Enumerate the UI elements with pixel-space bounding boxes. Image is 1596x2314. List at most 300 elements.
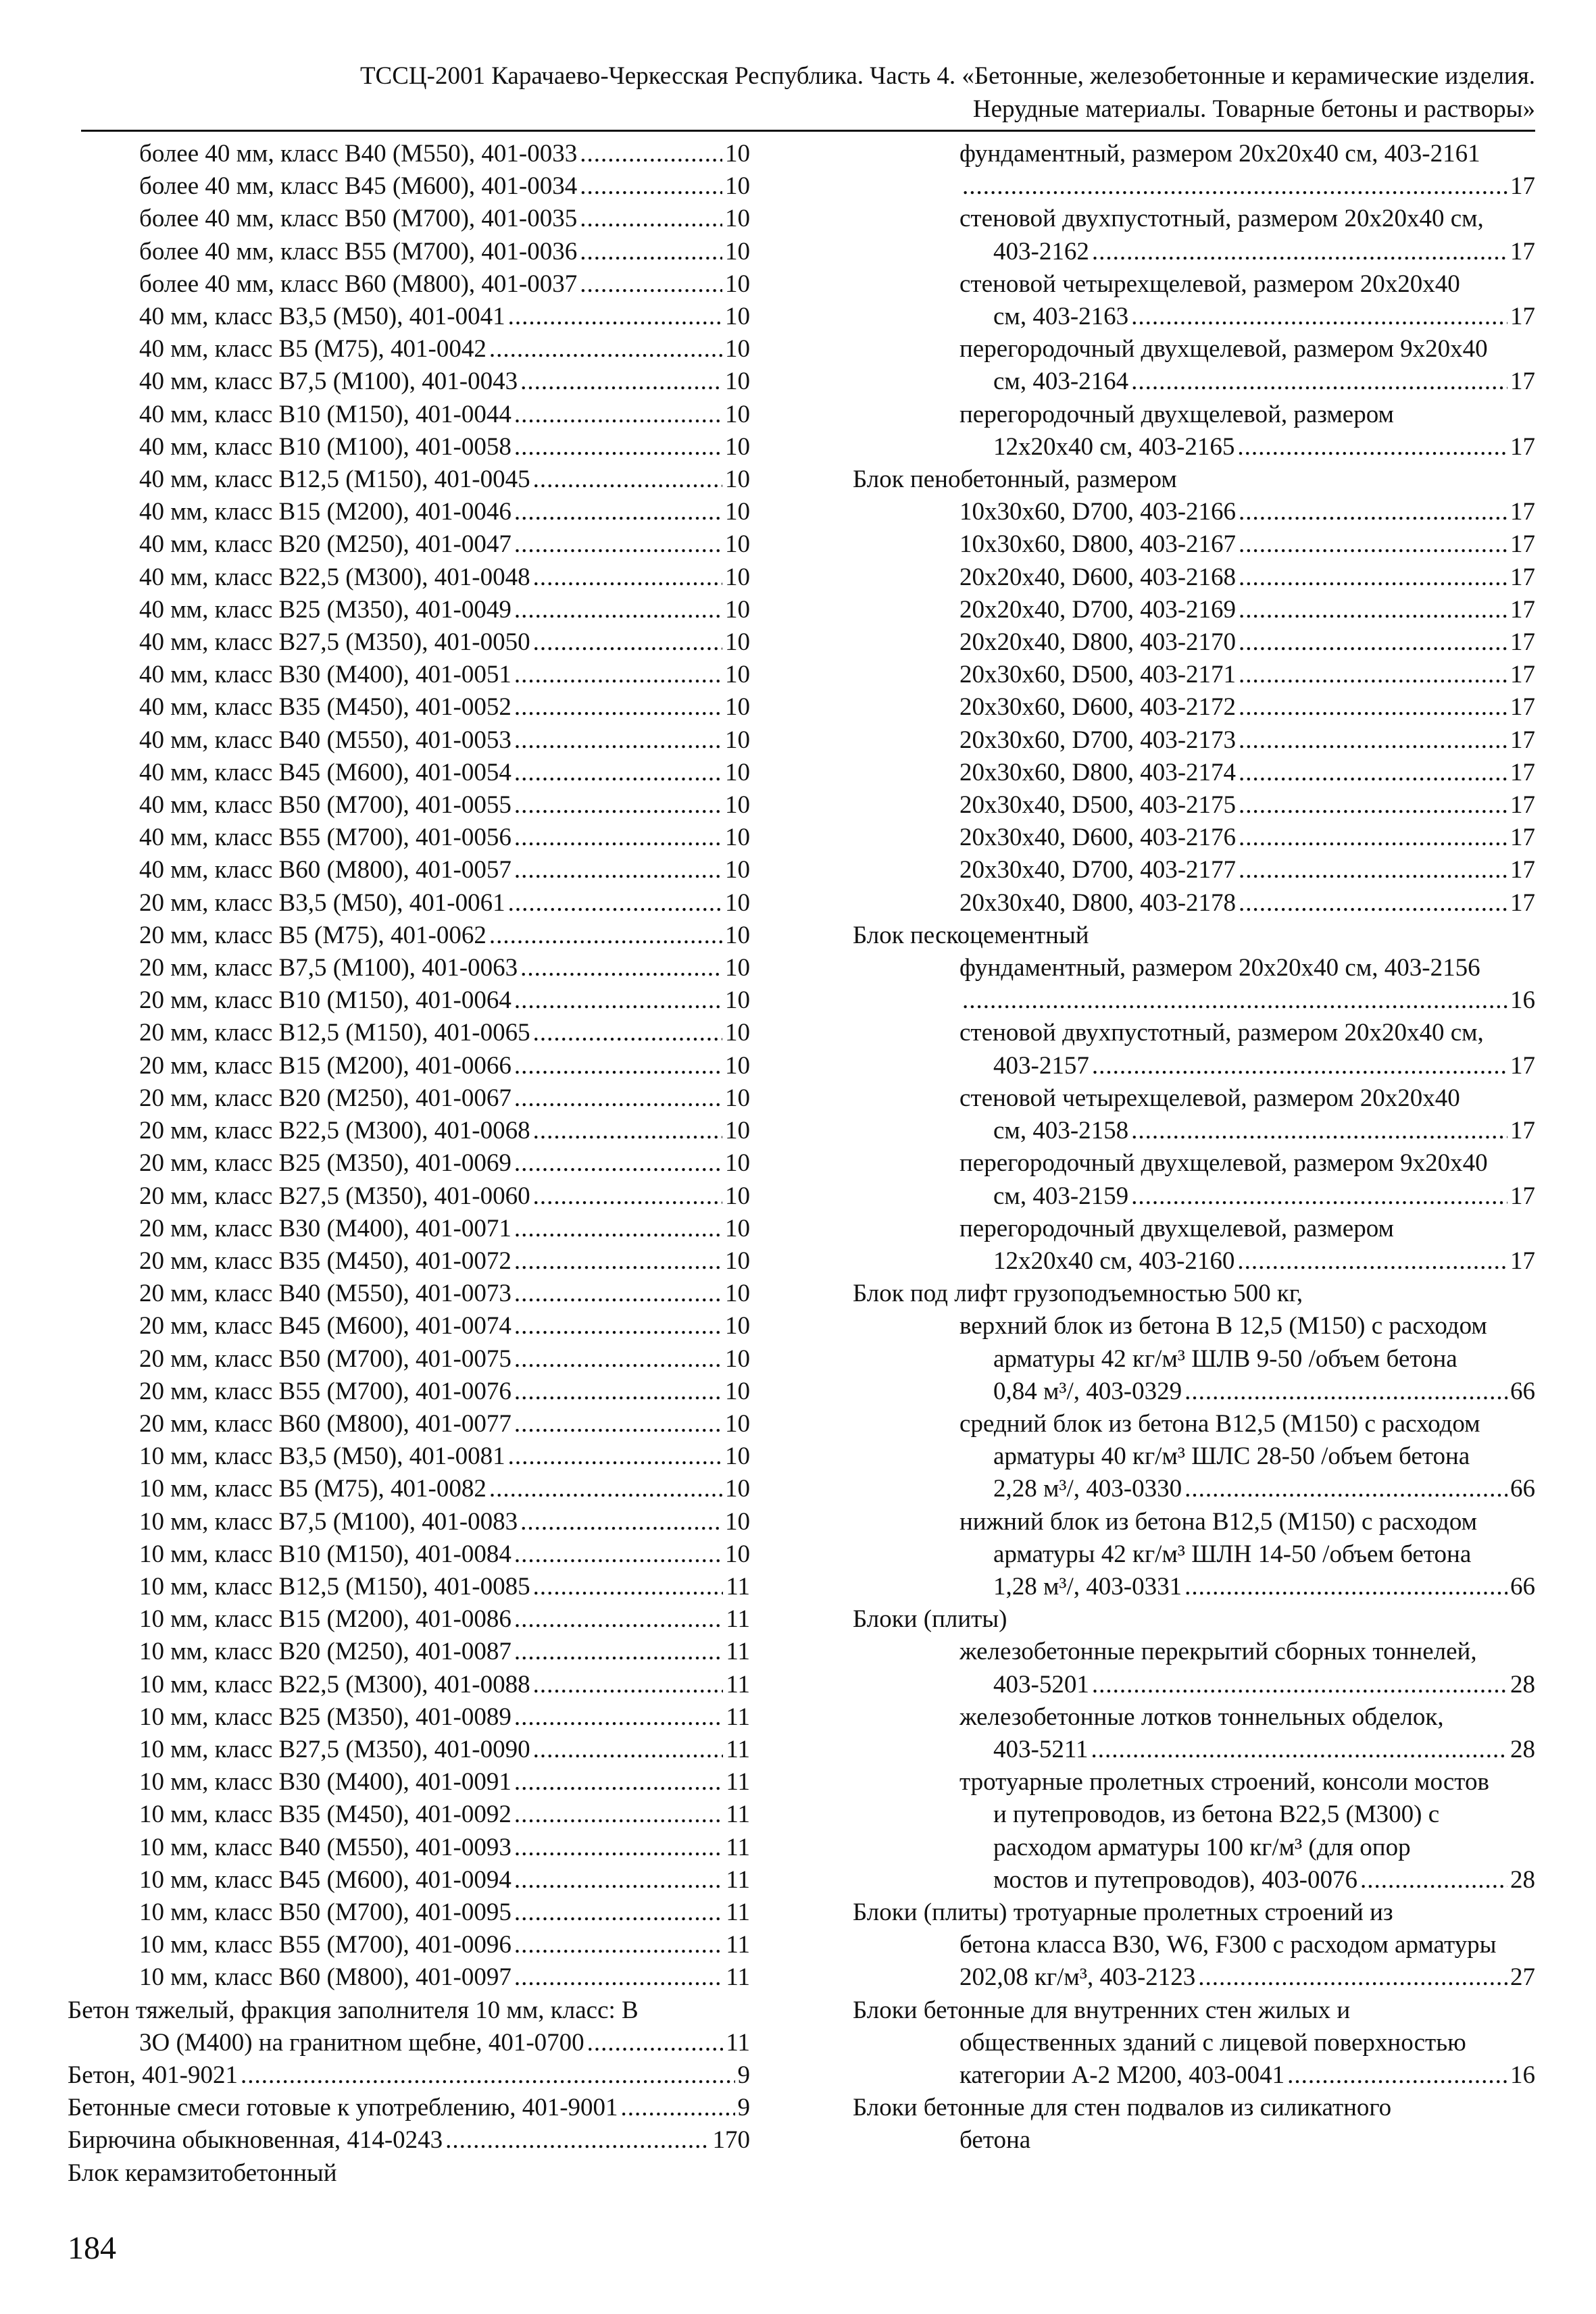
dot-leader [514, 431, 722, 463]
dot-leader [1239, 496, 1507, 528]
entry-page-number: 28 [1510, 1865, 1535, 1894]
entry-text: и путепроводов, из бетона В22,5 (М300) с [993, 1801, 1440, 1829]
entry-text: железобетонные лотков тоннельных обделок, [959, 1703, 1444, 1731]
entry-text: 40 мм, класс В35 (М450), 401-0052 [139, 693, 512, 722]
entry-text: 40 мм, класс В30 (М400), 401-0051 [139, 661, 512, 689]
entry-text: фундаментный, размером 20х20х40 см, 403-2161 [959, 140, 1480, 168]
index-entry [68, 366, 750, 398]
entry-text: 40 мм, класс В15 (М200), 401-0046 [139, 498, 512, 526]
index-entry [68, 1734, 750, 1766]
entry-text: 10 мм, класс В25 (М350), 401-0089 [139, 1703, 512, 1731]
entry-page-number: 11 [726, 1833, 750, 1861]
index-entry [68, 1147, 750, 1180]
index-entry [853, 952, 1535, 984]
entry-text: 20 мм, класс В55 (М700), 401-0076 [139, 1377, 512, 1405]
entry-page-number: 17 [1510, 661, 1535, 689]
dot-leader [514, 1864, 724, 1896]
page-number: 184 [68, 2230, 116, 2266]
entry-page-number: 17 [1510, 1182, 1535, 1210]
entry-page-number: 10 [725, 498, 750, 526]
index-entry [853, 1082, 1535, 1115]
dot-leader [514, 1376, 722, 1408]
entry-text: Бетонные смеси готовые к употреблению, 401-9001 [68, 2094, 618, 2122]
index-entry [68, 1050, 750, 1082]
entry-text: 40 мм, класс В3,5 (М50), 401-0041 [139, 303, 505, 331]
entry-text: 10 мм, класс В20 (М250), 401-0087 [139, 1638, 512, 1666]
entry-text: мостов и путепроводов), 403-0076 [993, 1865, 1357, 1894]
entry-text: 20 мм, класс В25 (М350), 401-0069 [139, 1149, 512, 1178]
dot-leader [1091, 1734, 1507, 1766]
index-entry [68, 1701, 750, 1734]
index-entry [68, 1245, 750, 1278]
index-entry [853, 1147, 1535, 1180]
index-entry [853, 691, 1535, 724]
dot-leader [514, 1050, 722, 1082]
dot-leader [514, 757, 722, 789]
entry-text: 20х30х60, D800, 403-2174 [959, 758, 1237, 786]
index-entry [68, 1440, 750, 1473]
entry-page-number: 11 [726, 1898, 750, 1926]
dot-leader [445, 2124, 709, 2157]
index-entry [853, 2059, 1535, 2092]
entry-text: 20 мм, класс В20 (М250), 401-0067 [139, 1084, 512, 1112]
entry-page-number: 10 [725, 1344, 750, 1373]
entry-text: 10 мм, класс В15 (М200), 401-0086 [139, 1605, 512, 1634]
entry-text: верхний блок из бетона В 12,5 (М150) с расходом [959, 1312, 1487, 1340]
index-entry [68, 2027, 750, 2059]
entry-text: 403-2162 [993, 237, 1089, 266]
index-column-right [853, 138, 1535, 2157]
index-entry [68, 1017, 750, 1049]
index-entry [68, 1278, 750, 1310]
entry-text: более 40 мм, класс В40 (М550), 401-0033 [139, 140, 578, 168]
dot-leader [514, 399, 722, 431]
dot-leader [1239, 757, 1507, 789]
entry-page-number: 28 [1510, 1670, 1535, 1699]
index-entry [68, 1832, 750, 1864]
entry-page-number: 17 [1510, 856, 1535, 884]
dot-leader [514, 1961, 724, 1994]
entry-text: стеновой четырехщелевой, размером 20х20х40 [959, 270, 1460, 298]
index-column-left [68, 138, 750, 2190]
entry-page-number: 17 [1510, 530, 1535, 559]
entry-page-number: 10 [725, 1507, 750, 1536]
index-entry [68, 594, 750, 626]
index-entry [68, 2157, 750, 2190]
entry-page-number: 10 [725, 726, 750, 754]
index-entry [853, 1734, 1535, 1766]
index-entry [68, 952, 750, 984]
entry-page-number: 17 [1510, 1247, 1535, 1275]
entry-text: 40 мм, класс В45 (М600), 401-0054 [139, 758, 512, 786]
entry-text: арматуры 42 кг/м³ ШЛВ 9-50 /объем бетона [993, 1344, 1457, 1373]
entry-page-number: 17 [1510, 693, 1535, 722]
entry-text: 40 мм, класс В60 (М800), 401-0057 [139, 856, 512, 884]
index-entry [853, 2092, 1535, 2124]
dot-leader [489, 333, 722, 366]
dot-leader [514, 822, 722, 854]
entry-text: Блоки бетонные для стен подвалов из силикатного [853, 2094, 1392, 2122]
entry-text: 20 мм, класс В15 (М200), 401-0066 [139, 1051, 512, 1080]
index-entry [853, 463, 1535, 496]
dot-leader [533, 561, 722, 594]
index-entry [68, 399, 750, 431]
index-entry [68, 301, 750, 333]
entry-text: Блоки бетонные для внутренних стен жилых и [853, 1996, 1351, 2024]
index-entry [853, 1115, 1535, 1147]
index-entry [68, 431, 750, 463]
index-entry [853, 528, 1535, 561]
index-entry [68, 1929, 750, 1961]
index-entry [853, 1310, 1535, 1342]
entry-page-number: 10 [725, 140, 750, 168]
entry-text: стеновой двухпустотный, размером 20х20х40 см, [959, 205, 1484, 233]
index-entry [853, 301, 1535, 333]
index-entry [68, 170, 750, 203]
index-entry [853, 203, 1535, 235]
entry-text: 20х30х40, D600, 403-2176 [959, 824, 1237, 852]
entry-text: 20 мм, класс В45 (М600), 401-0074 [139, 1312, 512, 1340]
entry-page-number: 10 [725, 1442, 750, 1471]
dot-leader [514, 1213, 722, 1245]
entry-page-number: 10 [725, 758, 750, 786]
entry-text: 20х20х40, D800, 403-2170 [959, 628, 1237, 657]
entry-text: арматуры 42 кг/м³ ШЛН 14-50 /объем бетона [993, 1540, 1472, 1568]
entry-page-number: 10 [725, 1182, 750, 1210]
index-entry [853, 1376, 1535, 1408]
index-entry [853, 594, 1535, 626]
dot-leader [1239, 854, 1507, 886]
index-entry [853, 366, 1535, 398]
entry-text: 20х30х40, D700, 403-2177 [959, 856, 1237, 884]
index-entry [853, 1473, 1535, 1505]
entry-text: 20 мм, класс В7,5 (М100), 401-0063 [139, 954, 518, 982]
index-entry [68, 1799, 750, 1831]
entry-text: 10 мм, класс В12,5 (М150), 401-0085 [139, 1572, 530, 1601]
dot-leader [508, 887, 722, 920]
dot-leader [514, 1278, 722, 1310]
dot-leader [1239, 724, 1507, 757]
index-entry [853, 170, 1535, 203]
entry-text: более 40 мм, класс В60 (М800), 401-0037 [139, 270, 578, 298]
entry-page-number: 17 [1510, 563, 1535, 591]
index-entry [853, 399, 1535, 431]
entry-text: перегородочный двухщелевой, размером 9х20х40 [959, 1149, 1488, 1178]
entry-page-number: 10 [725, 791, 750, 820]
index-entry [853, 1245, 1535, 1278]
entry-text: 40 мм, класс В7,5 (М100), 401-0043 [139, 368, 518, 396]
dot-leader [514, 659, 722, 691]
index-entry [68, 822, 750, 854]
entry-text: 40 мм, класс В25 (М350), 401-0049 [139, 595, 512, 624]
dot-leader [1131, 1180, 1507, 1213]
index-entry [853, 1994, 1535, 2027]
entry-page-number: 10 [725, 530, 750, 559]
entry-text: 20х30х60, D500, 403-2171 [959, 661, 1237, 689]
entry-page-number: 11 [726, 1963, 750, 1992]
index-entry [68, 854, 750, 886]
index-entry [853, 854, 1535, 886]
index-entry [853, 1180, 1535, 1213]
dot-leader [1239, 659, 1507, 691]
entry-page-number: 16 [1510, 986, 1535, 1015]
entry-page-number: 10 [725, 432, 750, 461]
entry-text: 20х20х40, D700, 403-2169 [959, 595, 1237, 624]
dot-leader [580, 170, 722, 203]
entry-text: общественных зданий с лицевой поверхностью [959, 2028, 1466, 2057]
entry-page-number: 17 [1510, 303, 1535, 331]
index-entry [853, 1603, 1535, 1636]
entry-page-number: 17 [1510, 758, 1535, 786]
entry-page-number: 17 [1510, 1117, 1535, 1145]
entry-text: 40 мм, класс В10 (М150), 401-0044 [139, 400, 512, 428]
entry-text: 40 мм, класс В27,5 (М350), 401-0050 [139, 628, 530, 657]
index-entry [68, 333, 750, 366]
index-entry [68, 2059, 750, 2092]
entry-page-number: 11 [726, 1735, 750, 1763]
entry-text: 10 мм, класс В7,5 (М100), 401-0083 [139, 1507, 518, 1536]
entry-text: средний блок из бетона В12,5 (М150) с расходом [959, 1409, 1480, 1438]
entry-text: 40 мм, класс В50 (М700), 401-0055 [139, 791, 512, 820]
entry-text: 40 мм, класс В10 (М100), 401-0058 [139, 432, 512, 461]
entry-page-number: 17 [1510, 368, 1535, 396]
entry-page-number: 9 [737, 2094, 750, 2122]
entry-text: 20 мм, класс В10 (М150), 401-0064 [139, 986, 512, 1015]
dot-leader [533, 626, 722, 659]
entry-text: 10 мм, класс В5 (М75), 401-0082 [139, 1475, 487, 1503]
entry-page-number: 10 [725, 1117, 750, 1145]
index-entry [853, 333, 1535, 366]
entry-page-number: 17 [1510, 726, 1535, 754]
dot-leader [520, 366, 722, 398]
index-entry [853, 757, 1535, 789]
entry-text: стеновой двухпустотный, размером 20х20х40 см, [959, 1019, 1484, 1047]
running-header [81, 59, 1535, 126]
dot-leader [514, 496, 722, 528]
entry-page-number: 10 [725, 1214, 750, 1242]
entry-page-number: 17 [1510, 1051, 1535, 1080]
entry-text: Блоки (плиты) [853, 1605, 1007, 1634]
entry-text: 20 мм, класс В40 (М550), 401-0073 [139, 1280, 512, 1308]
entry-page-number: 28 [1510, 1735, 1535, 1763]
index-entry [853, 561, 1535, 594]
dot-leader [514, 1766, 724, 1799]
entry-text: 20 мм, класс В3,5 (М50), 401-0061 [139, 888, 505, 917]
index-entry [68, 1115, 750, 1147]
header-line-2: Нерудные материалы. Товарные бетоны и растворы» [972, 95, 1535, 123]
index-entry [853, 138, 1535, 170]
entry-page-number: 10 [725, 172, 750, 201]
entry-text: 40 мм, класс В20 (М250), 401-0047 [139, 530, 512, 559]
entry-page-number: 17 [1510, 432, 1535, 461]
entry-text: перегородочный двухщелевой, размером [959, 1214, 1394, 1242]
dot-leader [514, 854, 722, 886]
index-entry [853, 822, 1535, 854]
dot-leader [580, 203, 722, 235]
index-entry [68, 724, 750, 757]
index-entry [853, 496, 1535, 528]
index-entry [853, 1636, 1535, 1668]
entry-page-number: 17 [1510, 172, 1535, 201]
entry-text: 10 мм, класс В50 (М700), 401-0095 [139, 1898, 512, 1926]
entry-text: 20х30х40, D800, 403-2178 [959, 888, 1237, 917]
dot-leader [533, 1734, 724, 1766]
entry-page-number: 10 [725, 661, 750, 689]
index-entry [853, 659, 1535, 691]
entry-text: 10 мм, класс В60 (М800), 401-0097 [139, 1963, 512, 1992]
index-entry [68, 757, 750, 789]
entry-text: 40 мм, класс В12,5 (М150), 401-0045 [139, 466, 530, 494]
dot-leader [514, 691, 722, 724]
entry-page-number: 10 [725, 1540, 750, 1568]
index-entry [853, 1050, 1535, 1082]
index-entry [68, 1538, 750, 1571]
dot-leader [489, 1473, 722, 1505]
entry-text: более 40 мм, класс В50 (М700), 401-0035 [139, 205, 578, 233]
entry-page-number: 10 [725, 563, 750, 591]
entry-page-number: 17 [1510, 824, 1535, 852]
entry-text: 10 мм, класс В30 (М400), 401-0091 [139, 1768, 512, 1796]
dot-leader [962, 984, 1507, 1017]
index-entry [68, 1180, 750, 1213]
entry-text: 10х30х60, D800, 403-2167 [959, 530, 1237, 559]
index-entry [853, 984, 1535, 1017]
index-entry [853, 2124, 1535, 2157]
entry-text: нижний блок из бетона В12,5 (М150) с расходом [959, 1507, 1478, 1536]
index-entry [68, 626, 750, 659]
index-entry [853, 1701, 1535, 1734]
index-entry [853, 268, 1535, 301]
entry-page-number: 17 [1510, 888, 1535, 917]
dot-leader [514, 1082, 722, 1115]
entry-page-number: 10 [725, 270, 750, 298]
entry-text: 202,08 кг/м³, 403-2123 [959, 1963, 1196, 1992]
entry-text: 20 мм, класс В27,5 (М350), 401-0060 [139, 1182, 530, 1210]
index-entry [68, 463, 750, 496]
dot-leader [489, 920, 722, 952]
dot-leader [514, 1538, 722, 1571]
entry-text: 10х30х60, D700, 403-2166 [959, 498, 1237, 526]
entry-text: 20 мм, класс В35 (М450), 401-0072 [139, 1247, 512, 1275]
index-entry [853, 1213, 1535, 1245]
dot-leader [533, 463, 722, 496]
entry-text: 12х20х40 см, 403-2165 [993, 432, 1235, 461]
entry-text: бетона класса В30, W6, F300 с расходом арматуры [959, 1931, 1497, 1959]
index-entry [68, 1603, 750, 1636]
entry-page-number: 10 [725, 466, 750, 494]
entry-page-number: 11 [726, 1670, 750, 1699]
dot-leader [580, 236, 722, 268]
index-entry [68, 691, 750, 724]
entry-page-number: 17 [1510, 791, 1535, 820]
entry-page-number: 10 [725, 1377, 750, 1405]
dot-leader [520, 1506, 722, 1538]
index-entry [853, 1506, 1535, 1538]
index-entry [68, 789, 750, 822]
entry-text: железобетонные перекрытий сборных тоннелей, [959, 1638, 1477, 1666]
dot-leader [580, 268, 722, 301]
index-entry [68, 561, 750, 594]
index-entry [68, 1571, 750, 1603]
entry-page-number: 10 [725, 368, 750, 396]
entry-text: 0,84 м³/, 403-0329 [993, 1377, 1182, 1405]
entry-text: стеновой четырехщелевой, размером 20х20х40 [959, 1084, 1460, 1112]
header-line-1: ТССЦ-2001 Карачаево-Черкесская Республика. Часть 4. «Бетонные, железобетонные и керамические изделия. [359, 62, 1535, 90]
dot-leader [533, 1571, 724, 1603]
index-entry [853, 1766, 1535, 1799]
entry-text: 20х30х60, D700, 403-2173 [959, 726, 1237, 754]
entry-text: арматуры 40 кг/м³ ШЛС 28-50 /объем бетона [993, 1442, 1470, 1471]
index-entry [853, 1017, 1535, 1049]
dot-leader [1239, 626, 1507, 659]
entry-text: 12х20х40 см, 403-2160 [993, 1247, 1235, 1275]
entry-text: 10 мм, класс В27,5 (М350), 401-0090 [139, 1735, 530, 1763]
entry-text: 20 мм, класс В12,5 (М150), 401-0065 [139, 1019, 530, 1047]
entry-page-number: 27 [1510, 1963, 1535, 1992]
dot-leader [587, 2027, 724, 2059]
index-entry [853, 1669, 1535, 1701]
entry-page-number: 16 [1510, 2061, 1535, 2089]
entry-page-number: 10 [725, 1409, 750, 1438]
index-entry [68, 920, 750, 952]
index-entry [68, 1213, 750, 1245]
dot-leader [1239, 789, 1507, 822]
dot-leader [1239, 691, 1507, 724]
entry-text: перегородочный двухщелевой, размером 9х20х40 [959, 335, 1488, 363]
entry-page-number: 10 [725, 1280, 750, 1308]
entry-page-number: 66 [1510, 1377, 1535, 1405]
entry-page-number: 17 [1510, 498, 1535, 526]
entry-text: см, 403-2163 [993, 303, 1129, 331]
entry-text: 20 мм, класс В30 (М400), 401-0071 [139, 1214, 512, 1242]
entry-text: Бирючина обыкновенная, 414-0243 [68, 2126, 443, 2155]
dot-leader [514, 984, 722, 1017]
entry-text: 20 мм, класс В5 (М75), 401-0062 [139, 921, 487, 949]
index-entry [68, 203, 750, 235]
dot-leader [1092, 1669, 1507, 1701]
entry-page-number: 11 [726, 1572, 750, 1601]
dot-leader [1131, 366, 1507, 398]
dot-leader [533, 1115, 722, 1147]
header-rule [81, 130, 1535, 132]
entry-text: тротуарные пролетных строений, консоли мостов [959, 1768, 1489, 1796]
index-entry [68, 659, 750, 691]
entry-page-number: 10 [725, 335, 750, 363]
index-entry [68, 1473, 750, 1505]
index-entry [68, 1636, 750, 1668]
index-entry [853, 236, 1535, 268]
dot-leader [1239, 561, 1507, 594]
entry-text: 20 мм, класс В60 (М800), 401-0077 [139, 1409, 512, 1438]
entry-page-number: 10 [725, 921, 750, 949]
entry-page-number: 10 [725, 1312, 750, 1340]
dot-leader [1239, 594, 1507, 626]
dot-leader [514, 1832, 724, 1864]
dot-leader [514, 1408, 722, 1440]
entry-page-number: 10 [725, 595, 750, 624]
index-entry [68, 1994, 750, 2027]
entry-text: см, 403-2164 [993, 368, 1129, 396]
dot-leader [1360, 1864, 1507, 1896]
dot-leader [514, 1701, 724, 1734]
index-entry [853, 920, 1535, 952]
entry-page-number: 10 [725, 888, 750, 917]
entry-text: Блок керамзитобетонный [68, 2159, 337, 2187]
dot-leader [514, 1310, 722, 1342]
dot-leader [1198, 1961, 1507, 1994]
dot-leader [1131, 301, 1507, 333]
entry-text: расходом арматуры 100 кг/м³ (для опор [993, 1833, 1411, 1861]
